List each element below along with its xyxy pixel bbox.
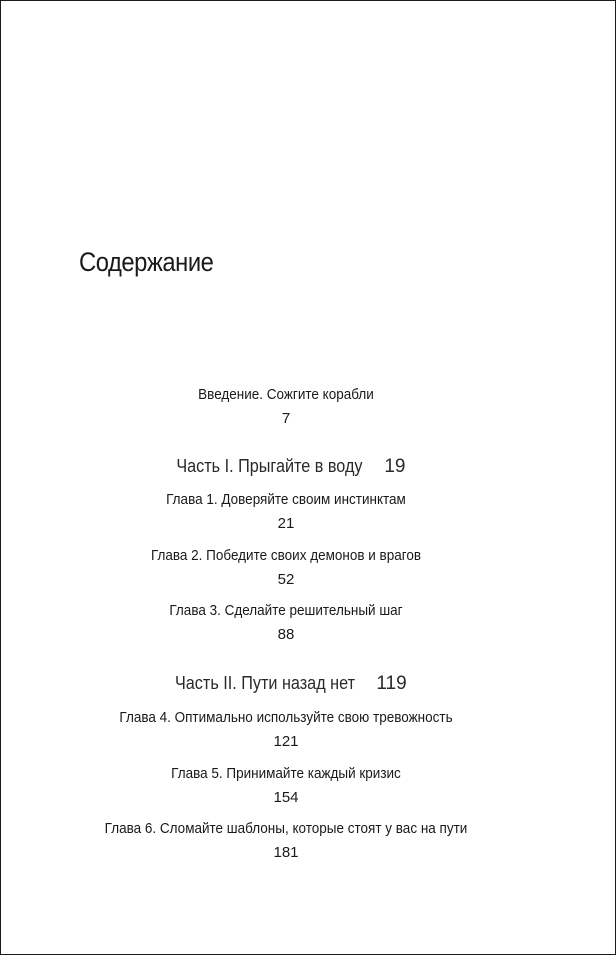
toc-entry-ch1 <box>1 492 571 531</box>
toc-entry-page: 7 <box>281 410 291 427</box>
toc-entry-label: Введение. Сожгите корабли <box>198 386 374 403</box>
toc-part-label: Часть I. Прыгайте в воду <box>176 456 364 476</box>
toc-entry-label: Глава 5. Принимайте каждый кризис <box>171 765 401 782</box>
toc-entry-label: Глава 3. Сделайте решительный шаг <box>169 602 403 619</box>
toc-entry-label: Глава 2. Победите своих демонов и врагов <box>150 547 422 564</box>
toc-entry-ch3 <box>1 603 571 642</box>
toc-entry-page: 181 <box>273 844 299 861</box>
toc-entry-page: 52 <box>277 571 295 588</box>
toc-entry-page: 154 <box>273 789 299 806</box>
toc-entry-label: Глава 6. Сломайте шаблоны, которые стоят у вас на пути <box>104 820 468 837</box>
toc-part-1 <box>1 457 571 476</box>
toc-entry-intro <box>1 387 571 426</box>
toc-part-2 <box>1 674 571 693</box>
toc-entry-label: Глава 4. Оптимально используйте свою тревожность <box>119 709 453 726</box>
toc-entry-ch6 <box>1 821 571 860</box>
toc-entry-page: 21 <box>277 515 295 532</box>
toc-entry-page: 88 <box>277 626 295 643</box>
toc-part-label: Часть II. Пути назад нет <box>175 673 356 693</box>
toc-title: Содержание <box>79 247 214 277</box>
toc-part-page: 119 <box>376 673 407 694</box>
toc-entry-ch4 <box>1 710 571 749</box>
toc-entry-ch5 <box>1 766 571 805</box>
toc-part-page: 19 <box>384 456 406 477</box>
toc-entry-label: Глава 1. Доверяйте своим инстинктам <box>166 491 406 508</box>
toc-entry-ch2 <box>1 548 571 587</box>
toc-entry-page: 121 <box>273 733 299 750</box>
